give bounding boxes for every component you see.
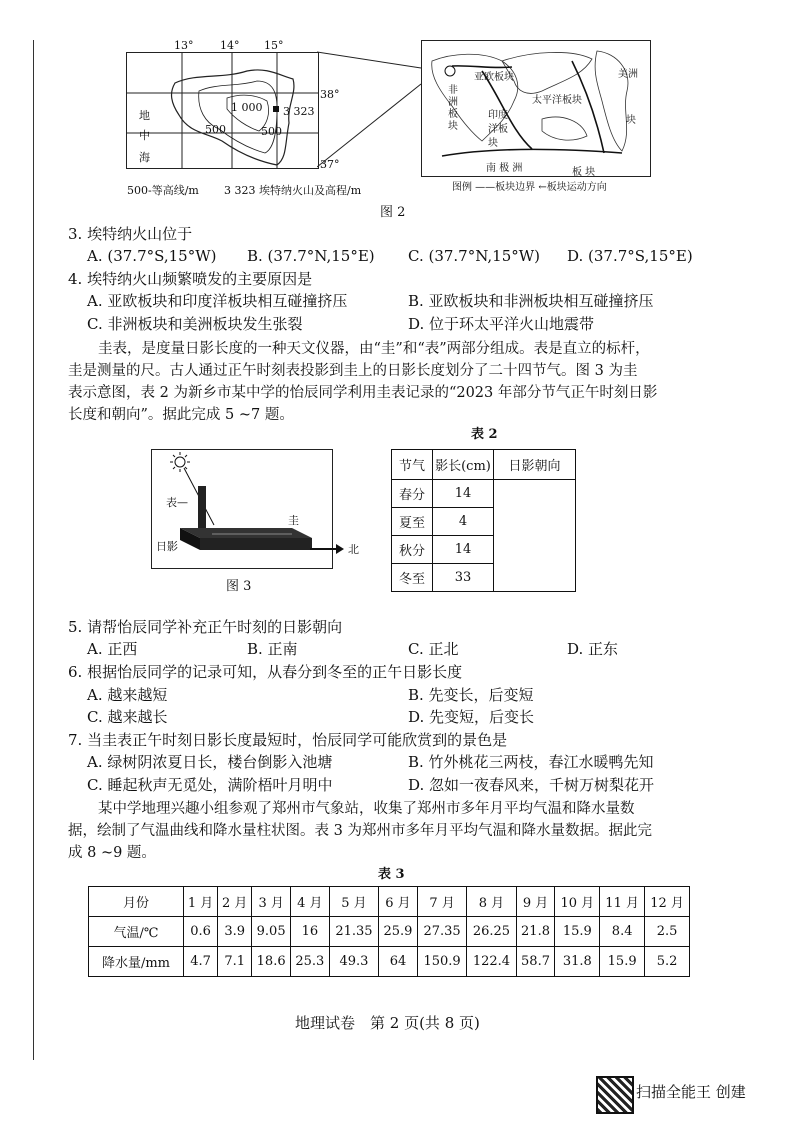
intro2-line-3: 成 8 ~9 题。	[68, 845, 156, 861]
q4-stem: 4. 埃特纳火山频繁喷发的主要原因是	[68, 270, 313, 288]
intro2-line-1: 某中学地理兴趣小组参观了郑州市气象站，收集了郑州市多年月平均气温和降水量数	[98, 801, 635, 817]
q7-option-b[interactable]: B. 竹外桃花三两枝，春江水暖鸭先知	[408, 753, 654, 771]
table3-row-header: 气温/℃	[89, 917, 184, 947]
table3-cell: 27.35	[417, 917, 466, 947]
q7-stem: 7. 当圭表正午时刻日影长度最短时，怡辰同学可能欣赏到的景色是	[68, 731, 508, 749]
table2-header: 日影朝向	[494, 450, 576, 480]
table3-cell: 8 月	[467, 887, 516, 917]
figure3-caption: 图 3	[226, 579, 252, 594]
q6-option-a[interactable]: A. 越来越短	[87, 686, 168, 704]
intro1-line-1: 圭表，是度量日影长度的一种天文仪器，由“圭”和“表”两部分组成。表是直立的标杆，	[98, 341, 650, 357]
q7-option-c[interactable]: C. 睡起秋声无觅处，满阶梧叶月明中	[87, 776, 333, 794]
antarctica-label: 南 极 洲	[486, 163, 523, 174]
table2-cell: 4	[433, 508, 494, 536]
table2-cell: 秋分	[392, 536, 433, 564]
intro1-line-4: 长度和朝向”。据此完成 5 ~7 题。	[68, 407, 294, 423]
north-arrow-head	[336, 544, 344, 554]
page-footer: 地理试卷 第 2 页(共 8 页)	[295, 1014, 480, 1032]
contour-label-1000: 1 000	[231, 101, 263, 114]
qr-code-icon	[596, 1076, 634, 1114]
table3	[88, 886, 690, 977]
q3-option-d[interactable]: D. (37.7°S,15°E)	[567, 247, 693, 265]
table3-cell: 0.6	[184, 917, 218, 947]
lat-38: 38°	[320, 88, 340, 101]
table3-cell: 9.05	[252, 917, 291, 947]
legend-contour: 500-等高线/m	[127, 184, 199, 197]
q4-option-d[interactable]: D. 位于环太平洋火山地震带	[408, 315, 595, 333]
plate-label-block: 块	[626, 115, 636, 126]
zoom-connector	[317, 40, 422, 175]
q5-stem: 5. 请帮怡辰同学补充正午时刻的日影朝向	[68, 618, 343, 636]
table3-row-header: 月份	[89, 887, 184, 917]
sicily-map	[126, 52, 319, 169]
q5-option-d[interactable]: D. 正东	[567, 640, 619, 658]
label-gui: 圭	[288, 514, 299, 527]
table3-cell: 15.9	[555, 917, 600, 947]
table3-cell: 18.6	[252, 947, 291, 977]
intro1-line-2: 圭是测量的尺。古人通过正午时刻表投影到圭上的日影长度划分了二十四节气。图 3 为圭	[68, 363, 638, 379]
q4-option-b[interactable]: B. 亚欧板块和非洲板块相互碰撞挤压	[408, 292, 654, 310]
table3-row-precipitation	[89, 947, 690, 977]
q5-option-b[interactable]: B. 正南	[247, 640, 298, 658]
table3-cell: 7 月	[417, 887, 466, 917]
table3-cell: 58.7	[516, 947, 555, 977]
table3-cell: 12 月	[645, 887, 690, 917]
plate-map-legend: 图例 ——板块边界 ←板块运动方向	[452, 182, 607, 193]
table2	[391, 449, 576, 592]
intro-paragraph-2	[68, 798, 708, 864]
q3-option-c[interactable]: C. (37.7°N,15°W)	[408, 247, 541, 265]
contour-label-500a: 500	[205, 123, 226, 136]
q7-option-d[interactable]: D. 忽如一夜春风来，千树万树梨花开	[408, 776, 655, 794]
table3-cell: 8.4	[600, 917, 645, 947]
table3-cell: 4 月	[291, 887, 330, 917]
label-north: 北	[348, 543, 359, 556]
plate-label-america: 美洲	[618, 69, 638, 80]
lat-37: 37°	[320, 158, 340, 171]
gnomon-figure	[151, 449, 333, 569]
intro-paragraph-1	[68, 338, 708, 426]
table3-cell: 7.1	[218, 947, 252, 977]
label-biao: 表—	[166, 496, 188, 509]
table2-cell: 夏至	[392, 508, 433, 536]
north-arrow	[310, 548, 338, 550]
plate-label-pacific: 太平洋板块	[532, 95, 582, 106]
label-riying: 日影	[156, 540, 178, 553]
lon-13: 13°	[174, 39, 194, 52]
peak-label: 3 323	[283, 105, 315, 118]
table3-cell: 5 月	[329, 887, 378, 917]
table3-cell: 1 月	[184, 887, 218, 917]
table3-cell: 150.9	[417, 947, 466, 977]
q6-option-b[interactable]: B. 先变长，后变短	[408, 686, 534, 704]
legend-volcano: 3 323 埃特纳火山及高程/m	[224, 184, 362, 197]
table3-title: 表 3	[378, 867, 405, 882]
table2-cell: 14	[433, 536, 494, 564]
table3-cell: 3.9	[218, 917, 252, 947]
sea-label-2: 中	[139, 129, 150, 142]
table3-cell: 31.8	[555, 947, 600, 977]
table3-cell: 25.9	[379, 917, 418, 947]
lon-15: 15°	[264, 39, 284, 52]
table3-row-temperature	[89, 917, 690, 947]
table3-cell: 21.35	[329, 917, 378, 947]
table2-cell: 33	[433, 564, 494, 592]
table3-cell: 10 月	[555, 887, 600, 917]
table2-cell: 14	[433, 480, 494, 508]
table3-cell: 21.8	[516, 917, 555, 947]
table3-cell: 26.25	[467, 917, 516, 947]
table3-cell: 2 月	[218, 887, 252, 917]
q6-option-c[interactable]: C. 越来越长	[87, 708, 168, 726]
table3-cell: 2.5	[645, 917, 690, 947]
plate-label-africa: 非洲板块	[448, 85, 458, 132]
table3-cell: 5.2	[645, 947, 690, 977]
table2-header: 影长(cm)	[433, 450, 494, 480]
table3-cell: 6 月	[379, 887, 418, 917]
plate-map	[421, 40, 651, 177]
margin-line	[33, 40, 34, 1060]
table3-cell: 15.9	[600, 947, 645, 977]
table3-row-header: 降水量/mm	[89, 947, 184, 977]
table3-cell: 25.3	[291, 947, 330, 977]
plate-label-eurasia: 亚欧板块	[474, 72, 514, 83]
table3-row-months	[89, 887, 690, 917]
table3-cell: 122.4	[467, 947, 516, 977]
plate-label-indian: 印度洋板块	[488, 110, 508, 149]
lon-14: 14°	[220, 39, 240, 52]
intro1-line-3: 表示意图，表 2 为新乡市某中学的怡辰同学利用圭表记录的“2023 年部分节气正午时刻日影	[68, 385, 658, 401]
q4-option-c[interactable]: C. 非洲板块和美洲板块发生张裂	[87, 315, 303, 333]
q3-stem: 3. 埃特纳火山位于	[68, 225, 193, 243]
table3-cell: 11 月	[600, 887, 645, 917]
q3-option-a[interactable]: A. (37.7°S,15°W)	[87, 247, 217, 265]
gnomon-svg	[152, 450, 332, 568]
q6-option-d[interactable]: D. 先变短，后变长	[408, 708, 535, 726]
q3-option-b[interactable]: B. (37.7°N,15°E)	[247, 247, 375, 265]
table2-header: 节气	[392, 450, 433, 480]
q6-stem: 6. 根据怡辰同学的记录可知，从春分到冬至的正午日影长度	[68, 663, 463, 681]
q5-option-a[interactable]: A. 正西	[87, 640, 138, 658]
table3-cell: 4.7	[184, 947, 218, 977]
table2-cell: 冬至	[392, 564, 433, 592]
scanner-watermark: 扫描全能王 创建	[636, 1083, 746, 1101]
table3-cell: 9 月	[516, 887, 555, 917]
table3-cell: 3 月	[252, 887, 291, 917]
table3-cell: 64	[379, 947, 418, 977]
q7-option-a[interactable]: A. 绿树阴浓夏日长，楼台倒影入池塘	[87, 753, 333, 771]
figure2-caption: 图 2	[380, 205, 406, 220]
table3-cell: 49.3	[329, 947, 378, 977]
sea-label-1: 地	[139, 109, 150, 122]
table2-title: 表 2	[471, 427, 498, 442]
sea-label-3: 海	[139, 151, 150, 164]
plate-label-bottom: 板 块	[572, 167, 596, 178]
q5-option-c[interactable]: C. 正北	[408, 640, 459, 658]
contour-label-500b: 500	[261, 125, 282, 138]
intro2-line-2: 据，绘制了气温曲线和降水量柱状图。表 3 为郑州市多年月平均气温和降水量数据。据此完	[68, 823, 652, 839]
q4-option-a[interactable]: A. 亚欧板块和印度洋板块相互碰撞挤压	[87, 292, 348, 310]
table2-direction-cell[interactable]	[494, 480, 576, 592]
table2-cell: 春分	[392, 480, 433, 508]
table3-cell: 16	[291, 917, 330, 947]
